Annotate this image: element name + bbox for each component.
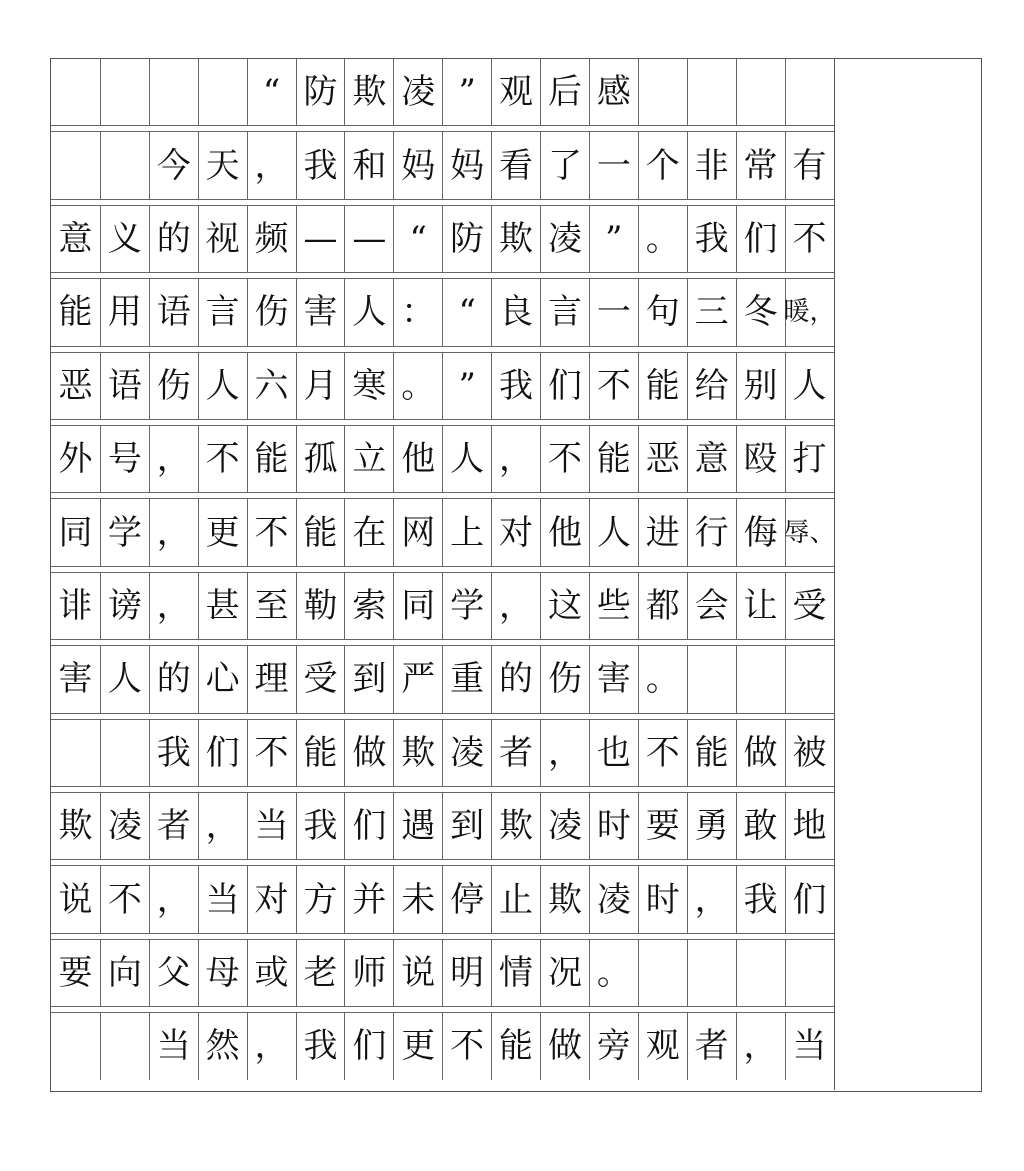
grid-cell: 欺 <box>491 206 540 272</box>
grid-cell: 当 <box>149 1013 198 1079</box>
grid-cell: 者 <box>687 1013 736 1079</box>
grid-cell: 六 <box>247 353 296 419</box>
grid-cell: 况 <box>540 940 589 1006</box>
grid-cell: 能 <box>296 499 345 565</box>
grid-cell: 停 <box>442 866 491 932</box>
grid-cell: 孤 <box>296 426 345 492</box>
grid-cell: 我 <box>296 793 345 859</box>
row-spacer <box>51 272 834 279</box>
grid-cell: 语 <box>100 353 149 419</box>
grid-cell: 观 <box>638 1013 687 1079</box>
grid-cell: ， <box>247 132 296 198</box>
grid-cell: 能 <box>638 353 687 419</box>
grid-cell: 被 <box>785 720 834 786</box>
grid-cell: 进 <box>638 499 687 565</box>
grid-cell: 说 <box>393 940 442 1006</box>
grid-cell: 辱、 <box>785 499 834 565</box>
grid-cell: 殴 <box>736 426 785 492</box>
grid-cell: 更 <box>198 499 247 565</box>
grid-cell: 人 <box>344 279 393 345</box>
grid-cell: 不 <box>247 720 296 786</box>
row-spacer <box>51 786 834 793</box>
grid-cell: 情 <box>491 940 540 1006</box>
grid-cell <box>100 132 149 198</box>
grid-cell: 索 <box>344 573 393 639</box>
grid-cell: 我 <box>491 353 540 419</box>
grid-cell: 做 <box>344 720 393 786</box>
grid-cell: 些 <box>589 573 638 639</box>
grid-cell: 不 <box>100 866 149 932</box>
grid-cell: 止 <box>491 866 540 932</box>
grid-cell: 甚 <box>198 573 247 639</box>
text-row <box>51 573 834 639</box>
grid-cell: 凌 <box>540 793 589 859</box>
grid-cell: 感 <box>589 59 638 125</box>
grid-cell <box>687 59 736 125</box>
grid-cell: 他 <box>393 426 442 492</box>
grid-cell: 学 <box>100 499 149 565</box>
row-spacer <box>51 199 834 206</box>
grid-cell: 上 <box>442 499 491 565</box>
grid-cell: 不 <box>638 720 687 786</box>
grid-cell: 重 <box>442 646 491 712</box>
grid-cell: 能 <box>491 1013 540 1079</box>
grid-cell: 外 <box>58 439 93 480</box>
grid-cell: 人 <box>442 426 491 492</box>
grid-cell: 。 <box>638 206 687 272</box>
grid-cell: ， <box>687 866 736 932</box>
text-row <box>51 132 834 198</box>
grid-cell: 当 <box>785 1013 834 1079</box>
grid-cell: 能 <box>247 426 296 492</box>
grid-cell: 言 <box>540 279 589 345</box>
grid-cell: 义 <box>100 206 149 272</box>
grid-cell: 未 <box>393 866 442 932</box>
grid-cell: 的 <box>149 646 198 712</box>
grid-cell: “ <box>442 279 491 345</box>
grid-cell: 欺 <box>344 59 393 125</box>
grid-cell: 这 <box>540 573 589 639</box>
grid-cell: 在 <box>344 499 393 565</box>
grid-cell: 别 <box>736 353 785 419</box>
grid-cell: 有 <box>785 132 834 198</box>
grid-cell <box>736 940 785 1006</box>
grid-cell: ： <box>393 279 442 345</box>
row-spacer <box>51 492 834 499</box>
grid-cell: 向 <box>100 940 149 1006</box>
grid-cell: 恶 <box>638 426 687 492</box>
grid-cell <box>785 59 834 125</box>
grid-cell: 。 <box>393 353 442 419</box>
right-margin-column <box>834 59 981 1090</box>
grid-cell <box>100 1013 149 1079</box>
grid-cell <box>149 59 198 125</box>
grid-cell: ， <box>491 573 540 639</box>
grid-cell: 会 <box>687 573 736 639</box>
grid-cell <box>51 1013 100 1079</box>
grid-cell: 不 <box>442 1013 491 1079</box>
grid-cell: 当 <box>198 866 247 932</box>
row-spacer <box>51 346 834 353</box>
grid-cell: 要 <box>638 793 687 859</box>
grid-cell: 月 <box>296 353 345 419</box>
text-row <box>51 206 834 272</box>
grid-cell: 不 <box>589 353 638 419</box>
grid-cell: 凌 <box>442 720 491 786</box>
grid-cell: 勇 <box>687 793 736 859</box>
grid-cell <box>51 59 100 125</box>
grid-cell: 欺 <box>540 866 589 932</box>
grid-cell: ， <box>198 793 247 859</box>
grid-cell: “ <box>393 206 442 272</box>
text-row <box>51 353 834 419</box>
grid-cell: 勒 <box>296 573 345 639</box>
row-spacer <box>51 1006 834 1013</box>
grid-cell: 人 <box>589 499 638 565</box>
grid-cell: ， <box>149 426 198 492</box>
grid-cell: ， <box>736 1013 785 1079</box>
grid-cell: 害 <box>589 646 638 712</box>
row-spacer <box>51 859 834 866</box>
grid-cell: 观 <box>491 59 540 125</box>
grid-cell: 防 <box>296 59 345 125</box>
grid-cell <box>736 59 785 125</box>
grid-cell: 一 <box>589 132 638 198</box>
grid-cell: 地 <box>785 793 834 859</box>
grid-cell: 欺 <box>393 720 442 786</box>
grid-cell: ， <box>149 499 198 565</box>
grid-cell: 也 <box>589 720 638 786</box>
grid-cell: 同 <box>58 512 93 553</box>
grid-cell: ， <box>149 866 198 932</box>
grid-cell: 号 <box>100 426 149 492</box>
grid-cell: 后 <box>540 59 589 125</box>
grid-cell: 不 <box>247 499 296 565</box>
grid-cell: ” <box>442 353 491 419</box>
grid-cell: — <box>344 206 393 272</box>
grid-cell: 受 <box>785 573 834 639</box>
grid-cell: 我 <box>736 866 785 932</box>
grid-cell: 害 <box>58 659 93 700</box>
grid-cell: 凌 <box>540 206 589 272</box>
row-spacer <box>51 566 834 573</box>
grid-cell: 能 <box>589 426 638 492</box>
grid-cell: 严 <box>393 646 442 712</box>
grid-cell: 了 <box>540 132 589 198</box>
grid-cell: 凌 <box>589 866 638 932</box>
grid-cell: 对 <box>247 866 296 932</box>
grid-cell: 人 <box>198 353 247 419</box>
grid-cell: 良 <box>491 279 540 345</box>
grid-cell: 个 <box>638 132 687 198</box>
grid-cell: 伤 <box>540 646 589 712</box>
grid-cell: 。 <box>589 940 638 1006</box>
grid-cell: 父 <box>149 940 198 1006</box>
grid-cell: 方 <box>296 866 345 932</box>
grid-cell: 或 <box>247 940 296 1006</box>
grid-cell: 害 <box>296 279 345 345</box>
grid-cell: 打 <box>785 426 834 492</box>
grid-cell: 不 <box>785 206 834 272</box>
grid-cell: 意 <box>58 218 93 259</box>
text-row <box>51 279 834 345</box>
grid-cell: 学 <box>442 573 491 639</box>
grid-cell: 然 <box>198 1013 247 1079</box>
grid-cell: 能 <box>58 292 93 333</box>
grid-cell: 时 <box>638 866 687 932</box>
grid-cell: 旁 <box>589 1013 638 1079</box>
text-row <box>51 1013 834 1079</box>
grid-cell: 立 <box>344 426 393 492</box>
grid-cell: 防 <box>442 206 491 272</box>
grid-cell: 意 <box>687 426 736 492</box>
grid-cell: 言 <box>198 279 247 345</box>
grid-cell: 暖， <box>785 279 834 345</box>
grid-cell: 恶 <box>58 365 93 406</box>
grid-cell: 视 <box>198 206 247 272</box>
grid-cell: 行 <box>687 499 736 565</box>
grid-cell: 欺 <box>58 806 93 847</box>
grid-cell: 的 <box>491 646 540 712</box>
grid-cell: 妈 <box>442 132 491 198</box>
grid-cell: 们 <box>344 1013 393 1079</box>
grid-cell: ” <box>589 206 638 272</box>
grid-cell <box>687 940 736 1006</box>
row-spacer <box>51 713 834 720</box>
grid-cell: 说 <box>58 879 93 920</box>
grid-cell: 到 <box>344 646 393 712</box>
grid-cell: 母 <box>198 940 247 1006</box>
grid-cell: 至 <box>247 573 296 639</box>
grid-cell: ， <box>540 720 589 786</box>
grid-cell: 不 <box>198 426 247 492</box>
grid-cell <box>198 59 247 125</box>
grid-cell: 我 <box>296 1013 345 1079</box>
row-spacer <box>51 419 834 426</box>
grid-cell: 更 <box>393 1013 442 1079</box>
grid-cell: 常 <box>736 132 785 198</box>
grid-cell: 理 <box>247 646 296 712</box>
grid-cell: — <box>296 206 345 272</box>
grid-cell: 们 <box>198 720 247 786</box>
grid-cell: 受 <box>296 646 345 712</box>
grid-cell: 诽 <box>58 585 93 626</box>
grid-cell: 凌 <box>100 793 149 859</box>
grid-cell: 能 <box>687 720 736 786</box>
grid-cell: 我 <box>296 132 345 198</box>
grid-cell: 能 <box>296 720 345 786</box>
grid-cell: 时 <box>589 793 638 859</box>
grid-cell <box>51 132 100 198</box>
text-row <box>51 646 834 712</box>
grid-cell: 句 <box>638 279 687 345</box>
grid-cell: 他 <box>540 499 589 565</box>
grid-cell <box>51 720 100 786</box>
grid-cell: 我 <box>687 206 736 272</box>
grid-cell <box>687 646 736 712</box>
text-row <box>51 793 834 859</box>
grid-cell: 们 <box>736 206 785 272</box>
grid-cell: 们 <box>344 793 393 859</box>
grid-cell: 一 <box>589 279 638 345</box>
grid-cell: 妈 <box>393 132 442 198</box>
text-row <box>51 499 834 565</box>
grid-cell: 老 <box>296 940 345 1006</box>
grid-cell: ， <box>491 426 540 492</box>
grid-cell: 谤 <box>100 573 149 639</box>
grid-cell: 天 <box>198 132 247 198</box>
grid-cell: 们 <box>785 866 834 932</box>
grid-cell <box>638 940 687 1006</box>
row-spacer <box>51 125 834 132</box>
grid-cell: 。 <box>638 646 687 712</box>
grid-cell: ， <box>149 573 198 639</box>
grid-cell: 做 <box>540 1013 589 1079</box>
grid-cell: 遇 <box>393 793 442 859</box>
grid-cell: 侮 <box>736 499 785 565</box>
grid-cell: 明 <box>442 940 491 1006</box>
grid-cell: 到 <box>442 793 491 859</box>
grid-cell: 同 <box>393 573 442 639</box>
grid-cell <box>100 720 149 786</box>
grid-cell: 人 <box>100 646 149 712</box>
grid-cell: 让 <box>736 573 785 639</box>
grid-cell: 和 <box>344 132 393 198</box>
grid-cell: 敢 <box>736 793 785 859</box>
grid-cell: 都 <box>638 573 687 639</box>
grid-cell: 伤 <box>149 353 198 419</box>
grid-cell: 给 <box>687 353 736 419</box>
grid-cell: 人 <box>785 353 834 419</box>
grid-cell: 要 <box>58 952 93 993</box>
grid-cell <box>785 940 834 1006</box>
grid-cell: 们 <box>540 353 589 419</box>
grid-cell: 并 <box>344 866 393 932</box>
grid-cell: 师 <box>344 940 393 1006</box>
grid-cell: 做 <box>736 720 785 786</box>
grid-cell: 伤 <box>247 279 296 345</box>
grid-cell <box>100 59 149 125</box>
grid-cell: ， <box>247 1013 296 1079</box>
row-spacer <box>51 933 834 940</box>
grid-cell: 我 <box>149 720 198 786</box>
text-row <box>51 720 834 786</box>
grid-cell: 语 <box>149 279 198 345</box>
grid-cell: 者 <box>149 793 198 859</box>
grid-cell: 对 <box>491 499 540 565</box>
grid-cell: 用 <box>100 279 149 345</box>
grid-cell: 三 <box>687 279 736 345</box>
grid-cell: 非 <box>687 132 736 198</box>
grid-cell: 今 <box>149 132 198 198</box>
grid-cell: 不 <box>540 426 589 492</box>
grid-cell <box>736 646 785 712</box>
grid-cell: 网 <box>393 499 442 565</box>
text-row <box>51 940 834 1006</box>
grid-cell: ” <box>442 59 491 125</box>
grid-cell <box>785 646 834 712</box>
grid-cell: 凌 <box>393 59 442 125</box>
row-spacer <box>51 639 834 646</box>
composition-paper <box>50 58 982 1092</box>
grid-cell: 欺 <box>491 793 540 859</box>
grid-cell: “ <box>247 59 296 125</box>
grid-cell: 看 <box>491 132 540 198</box>
text-row <box>51 866 834 932</box>
grid-cell <box>638 59 687 125</box>
grid-cell: 当 <box>247 793 296 859</box>
text-row <box>51 426 834 492</box>
grid-cell: 频 <box>247 206 296 272</box>
grid-cell: 的 <box>149 206 198 272</box>
grid-cell: 寒 <box>344 353 393 419</box>
grid-cell: 心 <box>198 646 247 712</box>
title-row <box>51 59 834 125</box>
grid-cell: 冬 <box>736 279 785 345</box>
writing-grid <box>51 59 834 1090</box>
grid-cell: 者 <box>491 720 540 786</box>
